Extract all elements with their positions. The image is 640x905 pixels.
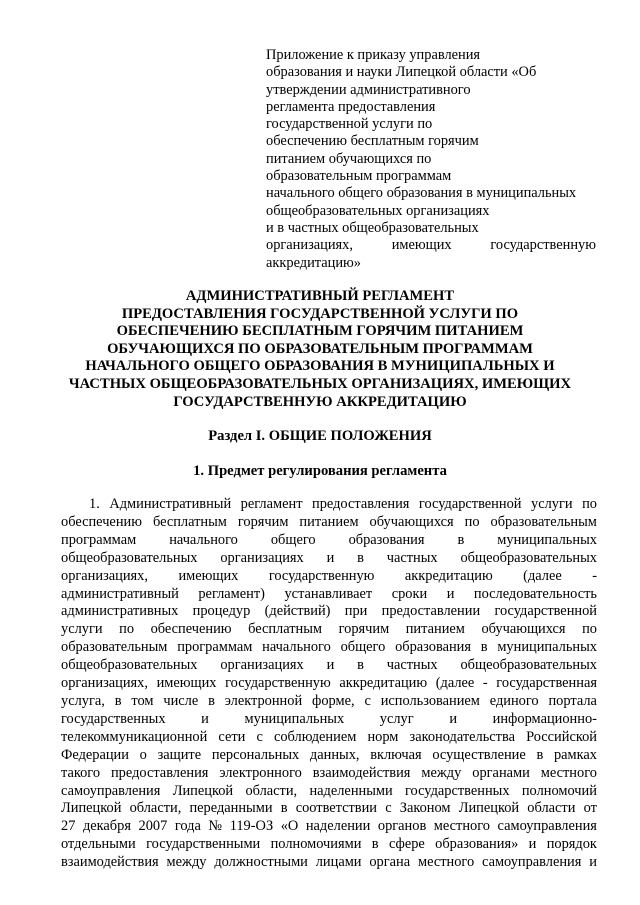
paragraph-word: порядок bbox=[546, 836, 597, 853]
paragraph-word: в bbox=[371, 836, 379, 853]
paragraph-word: переданными bbox=[189, 800, 273, 817]
paragraph-word: Федерации bbox=[61, 746, 129, 763]
paragraph-word: Законом bbox=[399, 800, 451, 817]
paragraph-word: муниципальных bbox=[244, 710, 345, 727]
paragraph-word: общего bbox=[270, 531, 316, 548]
paragraph-line bbox=[61, 711, 597, 729]
paragraph-word: услуг bbox=[379, 710, 414, 727]
paragraph-line bbox=[61, 603, 597, 621]
paragraph-word: образования» bbox=[435, 836, 519, 853]
appendix-line: аккредитацию» bbox=[266, 254, 361, 271]
title-line: НАЧАЛЬНОГО ОБЩЕГО ОБРАЗОВАНИЯ В МУНИЦИПАЛЬНЫХ И bbox=[85, 358, 555, 375]
paragraph-word: (действий) bbox=[264, 603, 331, 620]
title-line: АДМИНИСТРАТИВНЫЙ РЕГЛАМЕНТ bbox=[185, 288, 455, 304]
paragraph-word: взаимодействия bbox=[61, 854, 159, 871]
paragraph-word: административный bbox=[61, 585, 179, 602]
paragraph-word: предоставления bbox=[312, 496, 410, 512]
paragraph-word: муниципальных bbox=[497, 639, 597, 656]
paragraph-line bbox=[61, 783, 597, 801]
paragraph-line bbox=[61, 514, 597, 532]
appendix-word: организациях, bbox=[266, 237, 353, 254]
paragraph-word: телекоммуникационной bbox=[61, 728, 208, 745]
paragraph-word: в bbox=[357, 657, 364, 674]
title-line: ЧАСТНЫХ ОБЩЕОБРАЗОВАТЕЛЬНЫХ ОРГАНИЗАЦИЯХ, ИМЕЮЩИХ bbox=[68, 375, 572, 392]
paragraph-word: Липецкой bbox=[172, 782, 234, 799]
paragraph-word: государственных bbox=[61, 710, 166, 727]
paragraph-word: портала bbox=[548, 692, 597, 709]
paragraph-word: области bbox=[527, 800, 576, 817]
paragraph-word: в bbox=[536, 746, 544, 763]
paragraph-word: осуществление bbox=[432, 746, 526, 763]
paragraph-word: должностными bbox=[214, 854, 308, 871]
paragraph-word: предоставления bbox=[110, 764, 209, 781]
paragraph-word: организациях, bbox=[61, 567, 148, 584]
subsection-heading: 1. Предмет регулирования регламента bbox=[193, 463, 447, 479]
paragraph-word: регламент) bbox=[198, 585, 265, 602]
paragraph-word: (далее bbox=[435, 675, 475, 692]
appendix-word: имеющих bbox=[391, 237, 452, 254]
paragraph-word: числе bbox=[163, 692, 199, 709]
paragraph-word: горячим bbox=[338, 621, 390, 638]
paragraph-word: Административный bbox=[109, 496, 232, 512]
paragraph-line bbox=[61, 729, 597, 747]
paragraph-word: самоуправления bbox=[482, 854, 582, 871]
document-title bbox=[40, 288, 600, 411]
appendix-line: начального общего образования в муниципальных bbox=[266, 185, 577, 202]
paragraph-word: 1. bbox=[89, 496, 100, 512]
paragraph-line bbox=[61, 621, 597, 639]
section-heading: Раздел I. ОБЩИЕ ПОЛОЖЕНИЯ bbox=[208, 428, 432, 444]
paragraph-word: включая bbox=[370, 746, 422, 763]
paragraph-word: общеобразовательных bbox=[61, 549, 198, 566]
paragraph-word: о bbox=[139, 746, 147, 763]
paragraph-word: декабря bbox=[82, 818, 131, 835]
paragraph-line bbox=[61, 586, 597, 604]
paragraph-word: в bbox=[208, 692, 215, 709]
paragraph-word: форме, bbox=[312, 692, 355, 709]
paragraph-word: наделенными bbox=[309, 782, 393, 799]
paragraph-word: в bbox=[280, 800, 288, 817]
paragraph-word: услуги bbox=[531, 496, 573, 512]
paragraph-word: аккредитацию bbox=[404, 567, 493, 584]
paragraph-word: имеющих bbox=[156, 675, 217, 692]
paragraph-word: года bbox=[174, 818, 201, 835]
title-line: ОБЕСПЕЧЕНИЮ БЕСПЛАТНЫМ ГОРЯЧИМ ПИТАНИЕМ bbox=[116, 323, 524, 340]
title-line: ПРЕДОСТАВЛЕНИЯ ГОСУДАРСТВЕННОЙ УСЛУГИ ПО bbox=[121, 305, 519, 322]
paragraph-word: государственная bbox=[496, 675, 597, 692]
paragraph-word: начального bbox=[262, 639, 331, 656]
paragraph-word: единого bbox=[489, 692, 539, 709]
paragraph-word: образовательным bbox=[61, 639, 168, 656]
paragraph-word: органами bbox=[472, 764, 530, 781]
paragraph-word: наделении bbox=[305, 818, 371, 835]
paragraph-word: обеспечению bbox=[61, 513, 142, 530]
paragraph-word: персональных bbox=[211, 746, 300, 763]
appendix-justified-line bbox=[266, 237, 596, 254]
appendix-line: обеспечению бесплатным горячим bbox=[266, 133, 479, 150]
paragraph-word: 119-ОЗ bbox=[229, 818, 274, 835]
paragraph-word: в bbox=[457, 531, 465, 548]
paragraph bbox=[61, 496, 597, 872]
paragraph-word: электронного bbox=[219, 764, 302, 781]
paragraph-word: лицами bbox=[315, 854, 362, 871]
paragraph-word: «О bbox=[280, 818, 299, 835]
appendix-word: государственную bbox=[490, 237, 596, 254]
paragraph-word: программам bbox=[61, 531, 137, 548]
paragraph-line bbox=[61, 496, 597, 514]
paragraph-word: с bbox=[256, 728, 263, 745]
paragraph-word: сфере bbox=[388, 836, 425, 853]
paragraph-word: 2007 bbox=[138, 818, 168, 835]
paragraph-word: образования bbox=[395, 639, 471, 656]
paragraph-word: государственную bbox=[225, 675, 331, 692]
paragraph-word: соблюдением bbox=[273, 728, 357, 745]
paragraph-line bbox=[61, 836, 597, 854]
paragraph-word: органа bbox=[369, 854, 411, 871]
appendix-line: Приложение к приказу управления bbox=[266, 47, 481, 63]
paragraph-line bbox=[61, 639, 597, 657]
paragraph-word: программам bbox=[177, 639, 253, 656]
paragraph-word: полномочий bbox=[521, 782, 597, 799]
appendix-line: регламента предоставления bbox=[266, 98, 436, 115]
appendix-line: образования и науки Липецкой области «Об bbox=[266, 64, 537, 81]
appendix-line: образовательным программам bbox=[266, 168, 452, 185]
paragraph-word: законодательства bbox=[409, 728, 515, 745]
paragraph-word: процедур bbox=[192, 603, 251, 620]
paragraph-word: области, bbox=[129, 800, 182, 817]
paragraph-word: последовательность bbox=[473, 585, 597, 602]
paragraph-word: электронной bbox=[224, 692, 303, 709]
paragraph-word: регламент bbox=[240, 496, 303, 512]
paragraph-word: полномочиями bbox=[270, 836, 362, 853]
paragraph-line bbox=[61, 818, 597, 836]
paragraph-word: взаимодействия bbox=[312, 764, 411, 781]
paragraph-word: государственной bbox=[418, 496, 522, 512]
paragraph-word: использованием bbox=[380, 692, 480, 709]
paragraph-word: по bbox=[582, 621, 597, 638]
paragraph-word: - bbox=[592, 567, 597, 584]
paragraph-word: (далее bbox=[523, 567, 562, 584]
paragraph-word: органов bbox=[377, 818, 427, 835]
paragraph-word: и bbox=[446, 585, 455, 602]
paragraph-word: отдельными bbox=[61, 836, 136, 853]
paragraph-word: и bbox=[589, 854, 597, 871]
paragraph-word: 27 bbox=[61, 818, 76, 835]
paragraph-line bbox=[61, 657, 597, 675]
paragraph-word: обеспечению bbox=[150, 621, 232, 638]
paragraph-word: государственной bbox=[494, 603, 597, 620]
paragraph-word: сети bbox=[218, 728, 246, 745]
paragraph-word: имеющих bbox=[178, 567, 239, 584]
paragraph-word: обучающихся bbox=[481, 621, 566, 638]
paragraph-line bbox=[61, 747, 597, 765]
paragraph-word: рамках bbox=[553, 746, 597, 763]
paragraph-word: по bbox=[582, 496, 597, 512]
paragraph-word: при bbox=[344, 603, 368, 620]
paragraph-word: - bbox=[482, 675, 488, 692]
paragraph-word: по bbox=[119, 621, 135, 638]
paragraph-word: частных bbox=[386, 657, 438, 674]
appendix-note bbox=[266, 47, 596, 272]
paragraph-word: питанием bbox=[405, 621, 465, 638]
paragraph-line bbox=[61, 532, 597, 550]
paragraph-word: том bbox=[131, 692, 154, 709]
paragraph-word: бесплатным bbox=[248, 621, 323, 638]
paragraph-word: государственную bbox=[268, 567, 375, 584]
paragraph-line bbox=[61, 675, 597, 693]
paragraph-word: соответствии bbox=[295, 800, 378, 817]
paragraph-word: с bbox=[385, 800, 392, 817]
paragraph-word: услуга, bbox=[61, 692, 105, 709]
paragraph-word: норм bbox=[367, 728, 399, 745]
paragraph-word: между bbox=[421, 764, 462, 781]
paragraph-word: по bbox=[464, 513, 480, 530]
paragraph-word: и bbox=[326, 549, 335, 566]
paragraph-word: начального bbox=[169, 531, 238, 548]
paragraph-word: в bbox=[480, 639, 488, 656]
paragraph-word: общего bbox=[340, 639, 386, 656]
paragraph-line bbox=[61, 568, 597, 586]
paragraph-word: местного bbox=[417, 854, 475, 871]
appendix-line: и в частных общеобразовательных bbox=[266, 219, 479, 236]
paragraph-word: между bbox=[166, 854, 207, 871]
paragraph-word: административных bbox=[61, 603, 179, 620]
paragraph-line bbox=[61, 765, 597, 783]
paragraph-word: и bbox=[528, 836, 537, 853]
paragraph-word: в bbox=[114, 692, 122, 709]
paragraph-line bbox=[61, 693, 597, 711]
appendix-line: общеобразовательных организациях bbox=[266, 202, 490, 219]
paragraph-word: муниципальных bbox=[497, 531, 597, 548]
paragraph-word: предоставлении bbox=[381, 603, 481, 620]
title-line: ГОСУДАРСТВЕННУЮ АККРЕДИТАЦИЮ bbox=[173, 393, 467, 410]
paragraph-word: защите bbox=[157, 746, 202, 763]
paragraph-word: устанавливает bbox=[284, 585, 373, 602]
paragraph-word: образовательным bbox=[490, 513, 597, 530]
appendix-line: государственной услуги по bbox=[266, 116, 433, 133]
paragraph-word: государственных bbox=[405, 782, 510, 799]
paragraph-word: и bbox=[449, 710, 458, 727]
paragraph-word: организациях bbox=[220, 549, 304, 566]
paragraph-word: организациях bbox=[220, 657, 304, 674]
paragraph-word: от bbox=[583, 800, 597, 817]
paragraph-word: местного bbox=[433, 818, 490, 835]
paragraph-word: образования bbox=[348, 531, 425, 548]
paragraph-word: самоуправления bbox=[61, 782, 161, 799]
paragraph-word: самоуправления bbox=[497, 818, 597, 835]
paragraph-word: № bbox=[208, 818, 223, 835]
title-line: ОБУЧАЮЩИХСЯ ПО ОБРАЗОВАТЕЛЬНЫМ ПРОГРАММАМ bbox=[107, 340, 533, 357]
paragraph-word: и bbox=[201, 710, 209, 727]
paragraph-word: такого bbox=[61, 764, 101, 781]
paragraph-word: бесплатным bbox=[152, 513, 227, 530]
paragraph-word: общеобразовательных bbox=[460, 549, 597, 566]
paragraph-word: организациях, bbox=[61, 675, 148, 692]
paragraph-word: общеобразовательных bbox=[460, 657, 597, 674]
paragraph-word: местного bbox=[540, 764, 597, 781]
paragraph-line bbox=[61, 550, 597, 568]
paragraph-word: с bbox=[364, 692, 371, 709]
paragraph-word: частных bbox=[386, 549, 438, 566]
paragraph-word: горячим bbox=[237, 513, 289, 530]
paragraph-word: аккредитацию bbox=[339, 675, 428, 692]
paragraph-word: питанием bbox=[299, 513, 359, 530]
paragraph-word: в bbox=[357, 549, 364, 566]
paragraph-word: общеобразовательных bbox=[61, 657, 198, 674]
paragraph-line bbox=[61, 854, 597, 872]
paragraph-word: сроки bbox=[391, 585, 428, 602]
appendix-line: питанием обучающихся по bbox=[266, 150, 432, 167]
paragraph-word: услуги bbox=[61, 621, 103, 638]
paragraph-word: Российской bbox=[526, 728, 597, 745]
paragraph-word: Липецкой bbox=[458, 800, 520, 817]
paragraph-word: области, bbox=[245, 782, 298, 799]
paragraph-word: информационно- bbox=[492, 710, 597, 727]
paragraph-word: данных, bbox=[309, 746, 360, 763]
paragraph-word: и bbox=[326, 657, 335, 674]
paragraph-line bbox=[61, 800, 597, 818]
paragraph-word: Липецкой bbox=[61, 800, 122, 817]
paragraph-word: обучающихся bbox=[369, 513, 454, 530]
appendix-line: утверждении административного bbox=[266, 81, 471, 98]
paragraph-word: государственными bbox=[146, 836, 261, 853]
